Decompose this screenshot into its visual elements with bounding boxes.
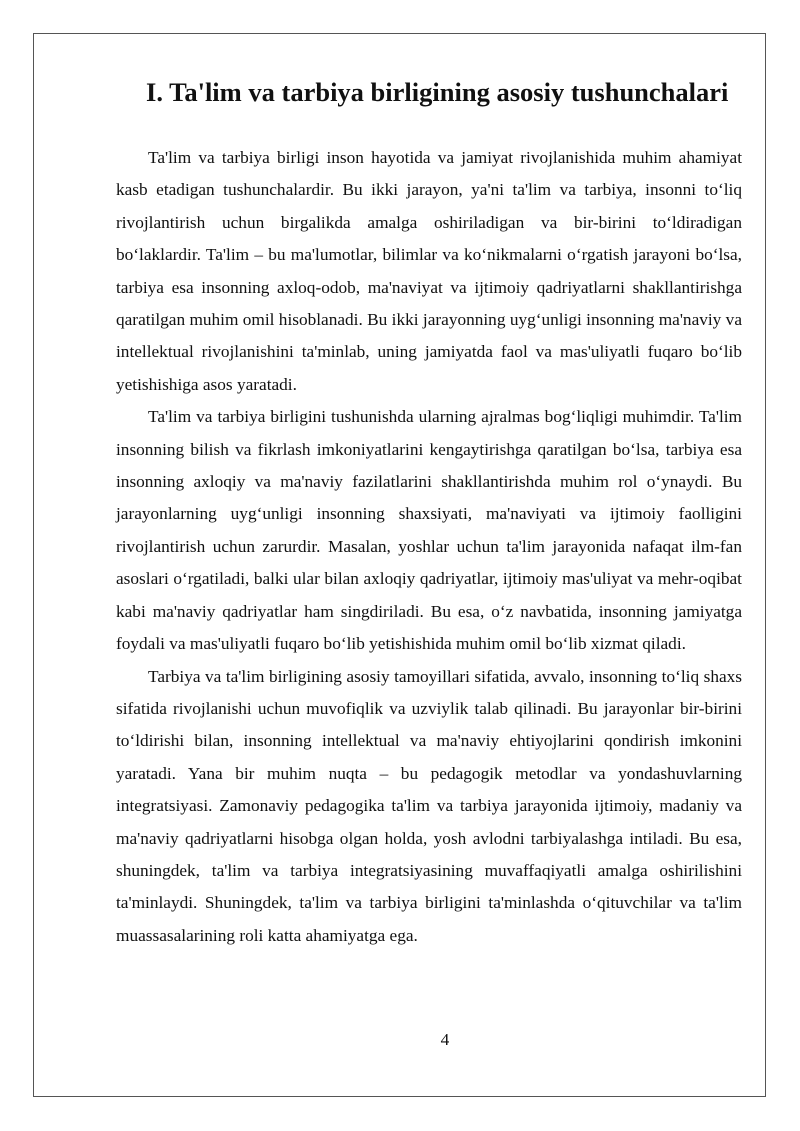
document-body: [116, 74, 742, 952]
body-text: [116, 142, 742, 952]
page-number: 4: [440, 1030, 450, 1049]
paragraph-2: Ta'lim va tarbiya birligini tushunishda ularning ajralmas bog‘liqligi muhimdir. Ta'lim insonning bilish va fikrlash imkoniyatlarini kengaytirishga qaratilgan bo‘lsa, tarbiya esa insonning axloqiy va ma'naviy fazilatlarini shakllantirishda muhim rol o‘ynaydi. Bu jarayonlarning uyg‘unligi insonning shaxsiyati, ma'naviyati va ijtimoiy faolligini rivojlantirish uchun zarurdir. Masalan, yoshlar uchun ta'lim jarayonida nafaqat ilm-fan asoslari o‘rgatiladi, balki ular bilan axloqiy qadriyatlar, ijtimoiy mas'uliyat va mehr-oqibat kabi ma'naviy qadriyatlar ham singdiriladi. Bu esa, o‘z navbatida, insonning jamiyatga foydali va mas'uliyatli fuqaro bo‘lib yetishishida muhim omil bo‘lib xizmat qiladi.: [116, 407, 742, 654]
paragraph-3: Tarbiya va ta'lim birligining asosiy tamoyillari sifatida, avvalo, insonning to‘liq shaxs sifatida rivojlanishi uchun muvofiqlik va uzviylik talab qilinadi. Bu jarayonlar bir-birini to‘ldirishi bilan, insonning intellektual va ma'naviy ehtiyojlarini qondirish imkonini yaratadi. Yana bir muhim nuqta – bu pedagogik metodlar va yondashuvlarning integratsiyasi. Zamonaviy pedagogika ta'lim va tarbiya jarayonida ijtimoiy, madaniy va ma'naviy qadriyatlarni hisobga olgan holda, yosh avlodni tarbiyalashga intiladi. Bu esa, shuningdek, ta'lim va tarbiya integratsiyasining muvaffaqiyatli amalga oshirilishini ta'minlaydi. Shuningdek, ta'lim va tarbiya birligini ta'minlashda o‘qituvchilar va ta'lim muassasalarining roli katta ahamiyatga ega.: [116, 666, 742, 945]
section-title: I. Ta'lim va tarbiya birligining asosiy tushunchalari: [146, 77, 729, 107]
paragraph-1: Ta'lim va tarbiya birligi inson hayotida va jamiyat rivojlanishida muhim ahamiyat kasb etadigan tushunchalardir. Bu ikki jarayon, ya'ni ta'lim va tarbiya, insonni to‘liq rivojlantirish uchun birgalikda amalga oshiriladigan va bir-birini to‘ldiradigan bo‘laklardir. Ta'lim – bu ma'lumotlar, bilimlar va ko‘nikmalarni o‘rgatish jarayoni bo‘lsa, tarbiya esa insonning axloq-odob, ma'naviyat va ijtimoiy qadriyatlarni shakllantirishga qaratilgan muhim omil hisoblanadi. Bu ikki jarayonning uyg‘unligi insonning ma'naviy va intellektual rivojlanishini ta'minlab, uning jamiyatda faol va mas'uliyatli fuqaro bo‘lib yetishishiga asos yaratadi.: [116, 148, 742, 394]
